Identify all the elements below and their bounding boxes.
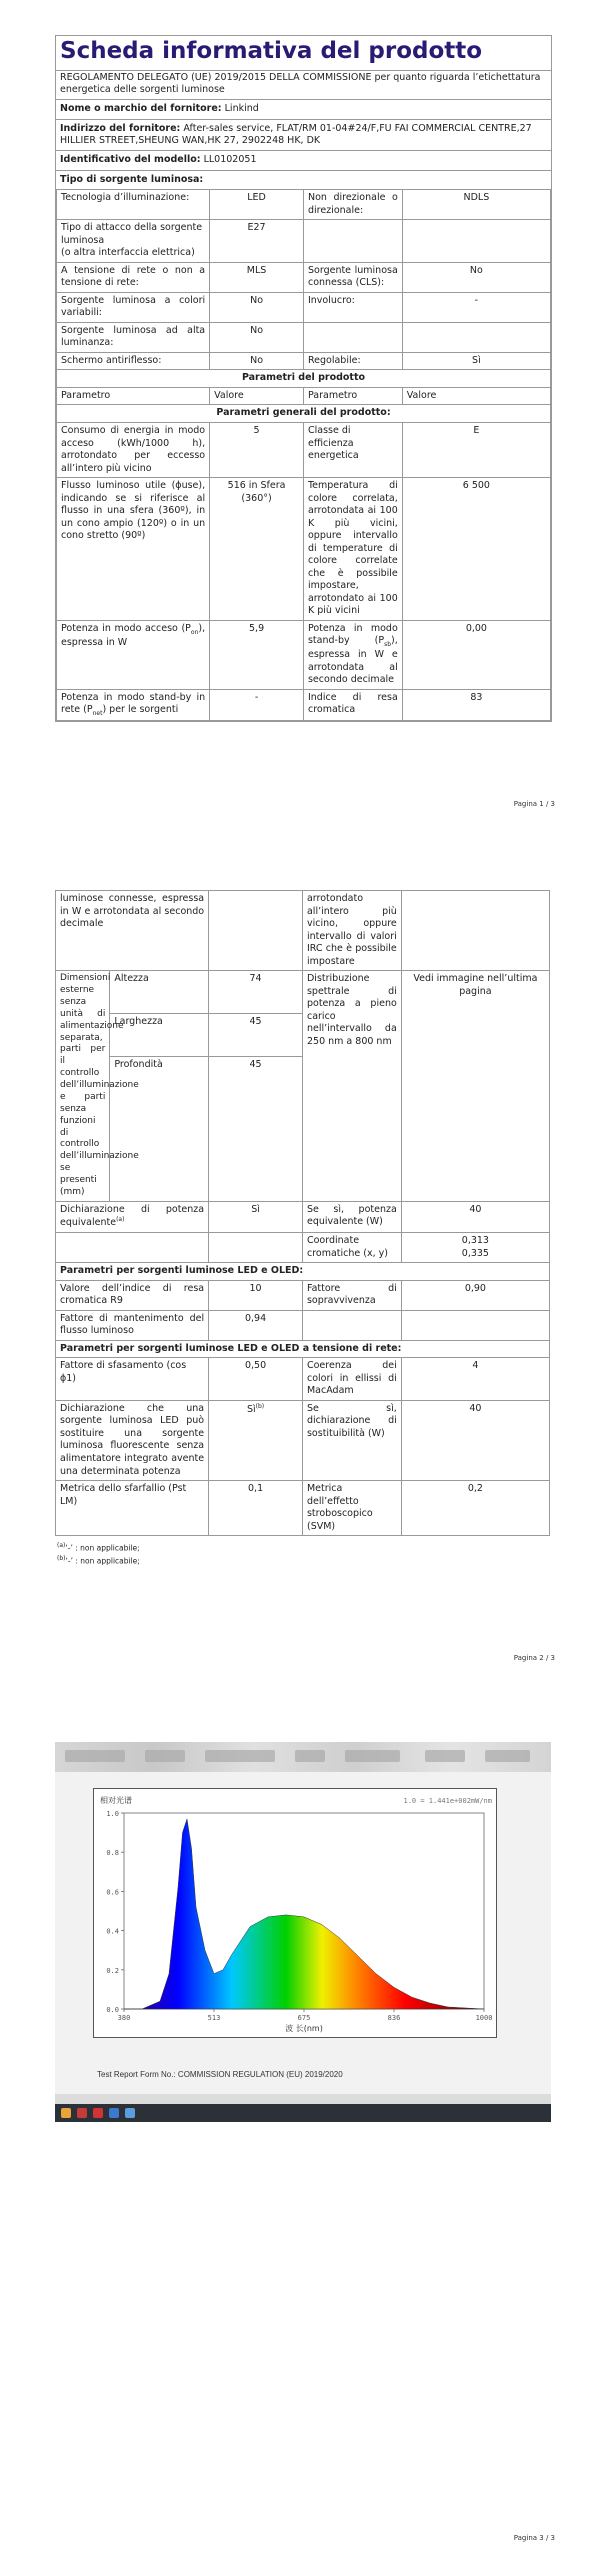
app-icon[interactable] [109, 2108, 119, 2118]
spectrum-series [124, 1819, 484, 2009]
net-standby-value: - [210, 689, 304, 720]
replacement-watt-value: 40 [401, 1400, 549, 1480]
survival-label: Fattore di sopravvivenza [302, 1280, 401, 1310]
table-row [57, 262, 551, 292]
params-header: Parametri del prodotto [57, 370, 551, 388]
envelope-value: - [402, 292, 550, 322]
on-power-value: 5,9 [210, 620, 304, 689]
survival-value: 0,90 [401, 1280, 549, 1310]
product-sheet-page-1 [55, 35, 552, 722]
cct-value: 6 500 [402, 478, 550, 621]
table-row [57, 387, 551, 405]
blurred-toolbar [55, 1742, 551, 1772]
y-tick-label: 0.4 [106, 1927, 119, 1936]
col-param: Parametro [57, 387, 210, 405]
table-row [57, 352, 551, 370]
footnote-ref-a: (a) [116, 1216, 125, 1224]
on-power-sub: on [190, 628, 199, 636]
eq-power-label-text: Dichiarazione di potenza equivalente [60, 1203, 205, 1229]
page-number: Pagina 3 / 3 [513, 2534, 555, 2542]
stroboscopic-value: 0,2 [401, 1481, 549, 1536]
table-row [56, 1263, 550, 1281]
empty-cell [303, 220, 402, 263]
consumption-label: Consumo di energia in modo acceso (kWh/1000 h), arrotondato per eccesso all’intero più vicino [57, 422, 210, 477]
table-row [56, 1358, 550, 1401]
colour-label: Sorgente luminosa a colori variabili: [57, 292, 210, 322]
empty-cell [209, 891, 303, 971]
flicker-value: 0,1 [209, 1481, 303, 1536]
horizontal-scrollbar[interactable] [55, 2094, 551, 2104]
empty-cell [401, 1310, 549, 1340]
document-title: Scheda informativa del prodotto [60, 38, 483, 64]
eq-power-label [56, 1201, 209, 1232]
table-row [57, 190, 551, 220]
supplier-label: Nome o marchio del fornitore: [60, 103, 222, 115]
regulation-text: REGOLAMENTO DELEGATO (UE) 2019/2015 DELLA COMMISSIONE per quanto riguarda l’etichettatura energetica delle sorgenti luminose [56, 70, 551, 100]
mains-label: A tensione di rete o non a tensione di rete: [57, 262, 210, 292]
dimmable-label: Regolabile: [303, 352, 402, 370]
cct-label: Temperatura di colore correlata, arrotondata ai 100 K più vicini, oppure intervallo di temperature di colore correlate che è possibile impostare, arrotondato ai 100 K più vicini [303, 478, 402, 621]
page-number: Pagina 2 / 3 [513, 1654, 555, 1662]
footnote-a-mark: (a) [57, 1542, 66, 1550]
envelope-label: Involucro: [303, 292, 402, 322]
cri-label-cont: arrotondato all’intero più vicino, oppure intervallo di valori IRC che è possibile impostare [302, 891, 401, 971]
table-row [57, 478, 551, 621]
flicker-label: Metrica dello sfarfallio (Pst LM) [56, 1481, 209, 1536]
cap-label-note: (o altra interfaccia elettrica) [61, 247, 195, 259]
eq-power-value: Sì [209, 1201, 303, 1232]
r9-value: 10 [209, 1280, 303, 1310]
cap-label [57, 220, 210, 263]
x-tick-label: 380 [117, 2014, 131, 2022]
cap-value: E27 [210, 220, 304, 263]
footnote-a-text: ‘-’ : non applicabile; [65, 1543, 140, 1553]
y-tick-label: 1.0 [106, 1810, 119, 1818]
app-icon[interactable] [77, 2108, 87, 2118]
cri-label: Indice di resa cromatica [303, 689, 402, 720]
table-row [57, 422, 551, 477]
net-standby-label-a: Potenza in modo stand-by in rete (P [61, 691, 206, 716]
app-icon[interactable] [93, 2108, 103, 2118]
replacement-value-text: Sì [246, 1404, 256, 1416]
maintenance-label: Fattore di mantenimento del flusso luminoso [56, 1310, 209, 1340]
table-row [56, 1233, 550, 1263]
chromaticity-y: 0,335 [461, 1247, 489, 1259]
y-tick-label: 0.2 [106, 1966, 119, 1975]
spectrum-screenshot [55, 1742, 551, 2122]
supplier-value: Linkind [224, 103, 259, 115]
chromaticity-label: Coordinate cromatiche (x, y) [302, 1233, 401, 1263]
footnote-b [57, 1555, 548, 1566]
nondir-label: Non direzionale o direzionale: [303, 190, 402, 220]
on-power-label-a: Potenza in modo acceso (P [61, 622, 191, 634]
depth-value: 45 [209, 1056, 303, 1201]
width-label: Larghezza [110, 1014, 209, 1057]
flux-value: 516 in Sfera (360°) [210, 478, 304, 621]
table-row [56, 1201, 550, 1232]
general-header: Parametri generali del prodotto: [57, 405, 551, 423]
power-factor-label: Fattore di sfasamento (cos ϕ1) [56, 1358, 209, 1401]
cls-value: No [402, 262, 550, 292]
net-standby-label-b: ) per le sorgenti [102, 704, 179, 716]
power-factor-value: 0,50 [209, 1358, 303, 1401]
nondir-value: NDLS [402, 190, 550, 220]
empty-cell [209, 1233, 303, 1263]
x-axis-label: 波 长(nm) [285, 2024, 323, 2033]
flux-label: Flusso luminoso utile (ɸuse), indicando se si riferisce al flusso in una sfera (360º), in un cono ampio (120º) o in un cono stretto (90º) [57, 478, 210, 621]
replacement-value [209, 1400, 303, 1480]
table-row [56, 1340, 550, 1358]
col-value: Valore [402, 387, 550, 405]
y-tick-label: 0.8 [106, 1849, 119, 1858]
page-number: Pagina 1 / 3 [513, 800, 555, 808]
supplier-row [56, 99, 551, 118]
empty-cell [303, 322, 402, 352]
spd-value: Vedi immagine nell’ultima pagina [401, 971, 549, 1202]
chart-caption: Test Report Form No.: COMMISSION REGULATION (EU) 2019/2020 [97, 2070, 343, 2079]
address-value: After-sales service, FLAT/RM 01-04#24/F,FU FAI COMMERCIAL CENTRE,27 HILLIER STREET,SHEUNG WAN,HK 27, 2902248 HK, DK [60, 122, 532, 146]
dimmable-value: Sì [402, 352, 550, 370]
standby-value: 0,00 [402, 620, 550, 689]
net-standby-label-cont: luminose connesse, espressa in W e arrotondata al secondo decimale [56, 891, 209, 971]
params-table-continued [55, 890, 550, 1536]
x-tick-label: 1000 [475, 2014, 493, 2022]
footnote-b-mark: (b) [57, 1554, 66, 1562]
table-row [56, 1280, 550, 1310]
y-tick-label: 0.6 [106, 1888, 119, 1897]
standby-sub: sb [384, 641, 392, 649]
model-label: Identificativo del modello: [60, 154, 201, 166]
table-row [57, 370, 551, 388]
table-row [57, 220, 551, 263]
on-power-label [57, 620, 210, 689]
address-label: Indirizzo del fornitore: [60, 122, 181, 134]
energy-class-value: E [402, 422, 550, 477]
replacement-watt-label: Se sì, dichiarazione di sostituibilità (W) [302, 1400, 401, 1480]
model-value: LL0102051 [203, 154, 257, 166]
mains-value: MLS [210, 262, 304, 292]
depth-label: Profondità [110, 1056, 209, 1201]
tech-label: Tecnologia d’illuminazione: [57, 190, 210, 220]
empty-cell [401, 891, 549, 971]
page-3 [0, 1732, 603, 2560]
maintenance-value: 0,94 [209, 1310, 303, 1340]
glare-label: Schermo antiriflesso: [57, 352, 210, 370]
cap-label-main: Tipo di attacco della sorgente luminosa [61, 222, 203, 246]
standby-label [303, 620, 402, 689]
standby-label-b: ), espressa in W e arrotondata al secondo decimale [307, 635, 398, 686]
consumption-value: 5 [210, 422, 304, 477]
model-row [56, 150, 551, 169]
x-tick-label: 836 [387, 2014, 401, 2022]
glare-value: No [210, 352, 304, 370]
colour-value: No [210, 292, 304, 322]
macadam-label: Coerenza dei colori in ellissi di MacAdam [302, 1358, 401, 1401]
x-tick-label: 513 [207, 2014, 221, 2022]
energy-class-label: Classe di efficienza energetica [303, 422, 402, 477]
table-row [57, 322, 551, 352]
chromaticity-value [401, 1233, 549, 1263]
table-row [56, 1481, 550, 1536]
table-row [57, 405, 551, 423]
table-row [57, 689, 551, 720]
replacement-label: Dichiarazione che una sorgente luminosa LED può sostituire una sorgente luminosa fluorescente senza alimentatore integrato avente una determinata potenza [56, 1400, 209, 1480]
mains-params-header: Parametri per sorgenti luminose LED e OLED a tensione di rete: [56, 1340, 550, 1358]
page-2 [0, 878, 603, 1678]
footnote-b-text: ‘-’ : non applicabile; [65, 1556, 140, 1566]
spectrum-chart [93, 1788, 497, 2038]
empty-cell [402, 322, 550, 352]
height-label: Altezza [110, 971, 209, 1014]
cls-label: Sorgente luminosa connessa (CLS): [303, 262, 402, 292]
high-lum-label: Sorgente luminosa ad alta luminanza: [57, 322, 210, 352]
on-power-label-b: ), espressa in W [61, 622, 206, 648]
tech-value: LED [210, 190, 304, 220]
macadam-value: 4 [401, 1358, 549, 1401]
empty-cell [402, 220, 550, 263]
eq-watt-value: 40 [401, 1201, 549, 1232]
table-row [56, 1310, 550, 1340]
width-value: 45 [209, 1014, 303, 1057]
product-sheet-page-2 [55, 890, 550, 1567]
app-icon[interactable] [61, 2108, 71, 2118]
dimensions-label: Dimensioni esterne senza unità di alimentazione separata, parti per il controllo dell’illuminazione e parti senza funzioni di controllo dell’illuminazione se presenti (mm) [56, 971, 110, 1202]
table-row [57, 620, 551, 689]
height-value: 74 [209, 971, 303, 1014]
col-value: Valore [210, 387, 304, 405]
net-standby-label [57, 689, 210, 720]
x-tick-label: 675 [297, 2014, 311, 2022]
app-icon[interactable] [125, 2108, 135, 2118]
footnote-a [57, 1542, 548, 1553]
source-type-row [56, 170, 551, 189]
cri-value: 83 [402, 689, 550, 720]
spd-label: Distribuzione spettrale di potenza a pieno carico nell’intervallo da 250 nm a 800 nm [302, 971, 401, 1202]
source-type-label: Tipo di sorgente luminosa: [60, 173, 204, 185]
table-row [56, 971, 550, 1014]
high-lum-value: No [210, 322, 304, 352]
chart-annotation: 1.0 = 1.441e+002mW/nm [403, 1797, 492, 1805]
page-1 [0, 0, 603, 823]
spectrum-svg [94, 1789, 496, 2037]
empty-cell [56, 1233, 209, 1263]
chart-title: 相对光谱 [100, 1796, 132, 1805]
r9-label: Valore dell’indice di resa cromatica R9 [56, 1280, 209, 1310]
eq-watt-label: Se sì, potenza equivalente (W) [302, 1201, 401, 1232]
chromaticity-x: 0,313 [461, 1235, 489, 1247]
stroboscopic-label: Metrica dell’effetto stroboscopico (SVM) [302, 1481, 401, 1536]
source-type-table [56, 189, 551, 721]
taskbar [55, 2104, 551, 2122]
y-tick-label: 0.0 [106, 2006, 119, 2014]
col-param: Parametro [303, 387, 402, 405]
address-row [56, 119, 551, 151]
table-row [56, 891, 550, 971]
empty-cell [302, 1310, 401, 1340]
net-standby-sub: net [92, 710, 103, 718]
table-row [56, 1400, 550, 1480]
footnote-ref-b: (b) [255, 1402, 265, 1410]
standby-label-a: Potenza in modo stand-by (P [307, 622, 398, 647]
table-row [57, 292, 551, 322]
led-params-header: Parametri per sorgenti luminose LED e OLED: [56, 1263, 550, 1281]
